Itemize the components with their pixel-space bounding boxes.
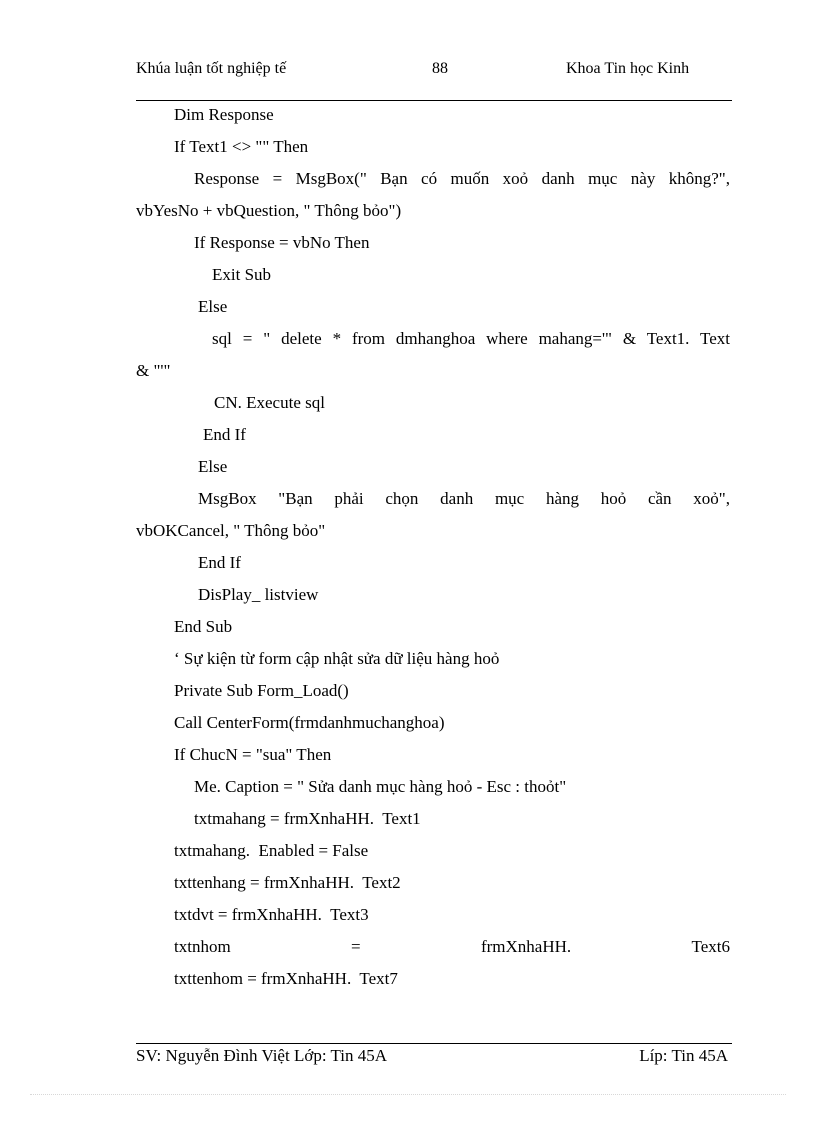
code-token: Text6 [691,937,730,956]
code-line-justified [174,936,730,958]
code-line: If Response = vbNo Then [194,233,370,252]
code-line: DisPlay_ listview [198,585,319,604]
footer-student-info: SV: Nguyễn Đình Việt Lớp: Tin 45A [136,1046,388,1065]
code-line: If ChucN = "sua" Then [174,745,332,764]
code-line: MsgBox "Bạn phải chọn danh mục hàng hoỏ cần xoỏ", [198,489,730,508]
code-line: & "'" [136,361,171,380]
footer-rule [136,1043,732,1044]
code-line: Private Sub Form_Load() [174,681,349,700]
code-line: If Text1 <> "" Then [174,137,309,156]
code-line: CN. Execute sql [214,393,325,412]
code-line: Exit Sub [212,265,272,284]
code-line: End If [203,425,246,444]
code-line: vbYesNo + vbQuestion, " Thông bỏo") [136,201,402,220]
code-line: Dim Response [174,105,274,124]
header-page-number: 88 [432,60,448,77]
code-line: Else [198,457,228,476]
code-token: = [351,937,361,956]
code-line: End If [198,553,241,572]
header-right-title: Khoa Tin học Kinh [566,60,690,77]
code-line: Me. Caption = " Sửa danh mục hàng hoỏ - Esc : thoỏt" [194,777,567,796]
code-line: txtdvt = frmXnhaHH. Text3 [174,905,369,924]
code-line: End Sub [174,617,233,636]
header-left-title: Khúa luận tốt nghiệp tế [136,60,287,77]
code-line: txttenhang = frmXnhaHH. Text2 [174,873,401,892]
header-rule [136,100,732,101]
code-line: txtmahang. Enabled = False [174,841,369,860]
code-token: txtnhom [174,937,231,956]
code-token: frmXnhaHH. [480,937,572,956]
code-line: vbOKCancel, " Thông bỏo" [136,521,326,540]
page-edge-divider [30,1094,786,1095]
code-line: txttenhom = frmXnhaHH. Text7 [174,969,398,988]
code-line: sql = " delete * from dmhanghoa where mahang='" & Text1. Text [212,329,730,348]
code-line: Response = MsgBox(" Bạn có muốn xoỏ danh mục này không?", [194,169,730,188]
code-comment: ‘ Sự kiện từ form cập nhật sửa dữ liệu hàng hoỏ [174,649,500,668]
code-line: txtmahang = frmXnhaHH. Text1 [194,809,421,828]
footer-class: Líp: Tin 45A [639,1046,728,1065]
code-line: Else [198,297,228,316]
code-line: Call CenterForm(frmdanhmuchanghoa) [174,713,445,732]
